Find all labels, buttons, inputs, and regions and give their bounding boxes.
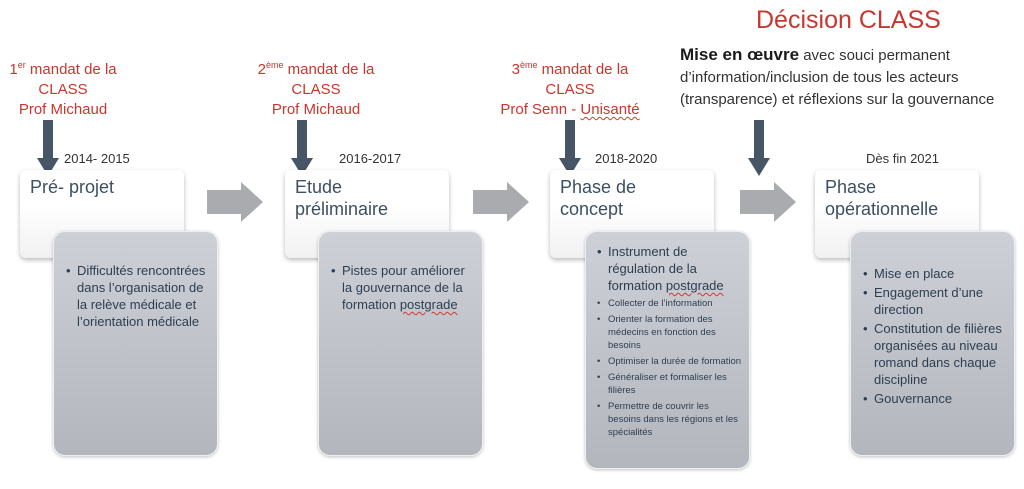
- list-item: • Instrument de régulation de la formation postgrade: [597, 243, 743, 294]
- chevron-right-icon: [207, 182, 263, 222]
- phase-1-details: [53, 231, 218, 456]
- phase-4-details: [850, 231, 1015, 456]
- phase-2-details: [318, 231, 483, 456]
- list-item: • Pistes pour améliorer la gouvernance de la formation postgrade: [331, 262, 474, 313]
- list-item: • Engagement d’une direction: [863, 284, 1008, 318]
- mandate-2-label: 2ème mandat de la CLASS Prof Michaud: [257, 60, 375, 118]
- phase-3-details: [585, 231, 750, 469]
- chevron-right-icon: [740, 182, 796, 222]
- list-item: • Orienter la formation des médecins en fonction des besoins: [597, 313, 743, 352]
- phase-2-title-line1: Etude: [295, 177, 343, 197]
- phase-2-title-line2: préliminaire: [295, 199, 389, 219]
- phase-4-title-line2: opérationnelle: [825, 199, 939, 219]
- list-item: • Difficultés rencontrées dans l’organisation de la relève médicale et l’orientation médicale: [66, 262, 209, 330]
- phase-1-title: Pré- projet: [30, 177, 115, 197]
- phase-3-year: 2018-2020: [595, 151, 658, 166]
- decision-title: Décision CLASS: [756, 6, 941, 34]
- decision-line3: (transparence) et réflexions sur la gouvernance: [680, 91, 995, 108]
- decision-line2: d’information/inclusion de tous les acteurs: [680, 69, 959, 86]
- list-item: • Constitution de filières organisées au niveau romand dans chaque discipline: [863, 320, 1008, 388]
- list-item: • Mise en place: [863, 265, 1008, 282]
- mise-en-oeuvre-label: Mise en œuvre: [680, 45, 800, 64]
- list-item: • Collecter de l’information: [597, 297, 743, 310]
- list-item: • Gouvernance: [863, 390, 1008, 407]
- phase-1-year: 2014- 2015: [64, 151, 130, 166]
- chevron-right-icon: [473, 182, 529, 222]
- phase-3-title: Phase de concept: [560, 177, 637, 219]
- phase-2-year: 2016-2017: [339, 151, 402, 166]
- list-item: • Généraliser et formaliser les filières: [597, 371, 743, 397]
- mandate-1-label: 1er mandat de la CLASS Prof Michaud: [9, 60, 117, 118]
- down-arrow-icon: [748, 120, 770, 178]
- decision-line1: avec souci permanent: [799, 47, 950, 64]
- list-item: • Optimiser la durée de formation: [597, 355, 743, 368]
- mandate-3-label: 3ème mandat de la CLASS Prof Senn - Unisanté: [500, 60, 640, 118]
- list-item: • Permettre de couvrir les besoins dans les régions et les spécialités: [597, 400, 743, 439]
- decision-description: [680, 44, 1024, 111]
- phase-4-title-line1: Phase: [825, 177, 877, 197]
- phase-4-year: Dès fin 2021: [866, 151, 939, 166]
